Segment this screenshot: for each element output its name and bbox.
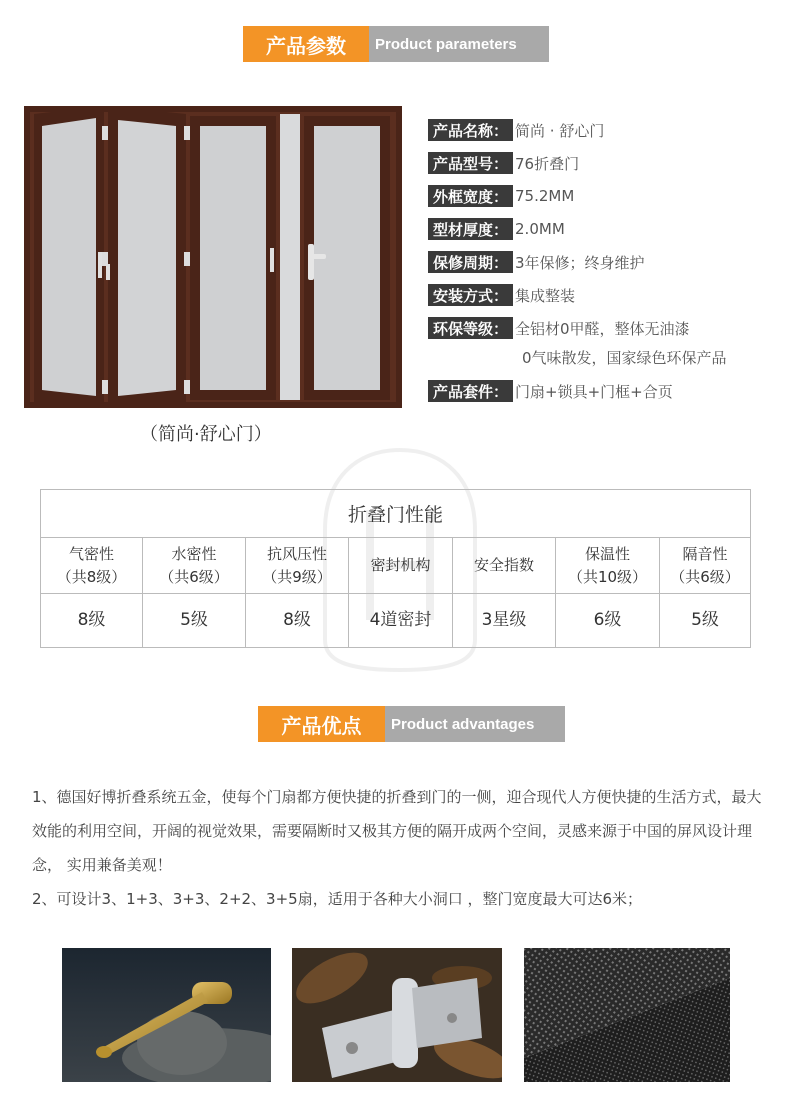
param-row xyxy=(428,151,579,175)
header-line2: （共10级） xyxy=(567,567,648,586)
performance-table-title: 折叠门性能 xyxy=(41,490,750,538)
param-label: 安装方式： xyxy=(428,284,513,306)
table-value-cell: 8级 xyxy=(246,594,349,647)
header-line2: （共9级） xyxy=(262,567,332,586)
param-value: 门扇+锁具+门框+合页 xyxy=(515,382,673,401)
banner-en-title: Product advantages xyxy=(385,706,565,742)
param-value: 2.0MM xyxy=(515,220,565,238)
param-label: 环保等级： xyxy=(428,317,513,339)
table-value-cell: 3星级 xyxy=(453,594,556,647)
table-header-cell xyxy=(246,538,349,593)
header-line2: （共6级） xyxy=(670,567,740,586)
param-row xyxy=(428,316,690,340)
header-line2: （共8级） xyxy=(56,567,127,586)
table-value-cell: 5级 xyxy=(691,610,719,630)
table-value-cell: 5级 xyxy=(143,594,246,647)
advantages-text xyxy=(32,780,772,916)
performance-table xyxy=(40,489,751,648)
header-line1: 气密性 xyxy=(68,544,114,563)
param-label: 型材厚度： xyxy=(428,218,513,240)
param-value: 全铝材0甲醛，整体无油漆 xyxy=(515,319,690,338)
header-line1: 保温性 xyxy=(584,544,630,563)
header-line1: 隔音性 xyxy=(682,544,728,563)
banner-cn-title: 产品参数 xyxy=(243,26,369,62)
banner-cn-title: 产品优点 xyxy=(258,706,385,742)
param-row xyxy=(428,283,575,307)
mesh-screen-photo xyxy=(524,948,730,1082)
header-line1: 安全指数 xyxy=(473,556,534,574)
table-header-cell xyxy=(143,538,246,593)
table-header-cell xyxy=(41,538,143,593)
folding-door-image xyxy=(24,104,402,410)
product-advantages-banner xyxy=(258,706,565,742)
banner-en-title: Product parameters xyxy=(369,26,549,62)
table-value-cell: 6级 xyxy=(556,594,660,647)
param-value-continued: 0气味散发，国家绿色环保产品 xyxy=(522,349,727,367)
product-parameters-banner xyxy=(243,26,549,62)
table-header-cell xyxy=(660,538,750,593)
header-line1: 水密性 xyxy=(171,544,217,563)
param-label: 产品名称： xyxy=(428,119,513,141)
door-caption: （简尚·舒心门） xyxy=(140,424,272,445)
param-label: 产品型号： xyxy=(428,152,513,174)
advantage-paragraph: 2、可设计3、1+3、3+3、2+2、3+5扇，适用于各种大小洞口 ，整门宽度最大可达6米； xyxy=(32,890,643,908)
hinge-photo xyxy=(292,948,502,1082)
param-value: 简尚 · 舒心门 xyxy=(515,121,605,140)
performance-table-value-row xyxy=(41,594,750,647)
param-row xyxy=(428,250,645,274)
handle-photo xyxy=(62,948,271,1082)
table-header-cell xyxy=(349,538,453,593)
param-label: 保修周期： xyxy=(428,251,513,273)
param-value: 集成整装 xyxy=(515,286,576,305)
param-label: 外框宽度： xyxy=(428,185,513,207)
param-row xyxy=(428,184,574,208)
advantage-paragraph: 1、德国好博折叠系统五金，使每个门扇都方便快捷的折叠到门的一侧，迎合现代人方便快捷的生活方式，最大效能的利用空间，开阔的视觉效果，需要隔断时又极其方便的隔开成两个空间，灵感来源于中国的屏风设计理念， 实用兼备美观！ xyxy=(32,788,762,874)
param-row xyxy=(428,379,673,403)
performance-table-header-row xyxy=(41,538,750,594)
param-value: 3年保修；终身维护 xyxy=(515,253,645,272)
header-line2: （共6级） xyxy=(159,567,229,586)
header-line1: 密封机构 xyxy=(370,556,431,574)
param-label: 产品套件： xyxy=(428,380,513,402)
param-value: 75.2MM xyxy=(515,187,575,205)
table-header-cell xyxy=(453,538,556,593)
table-header-cell xyxy=(556,538,660,593)
header-line1: 抗风压性 xyxy=(266,544,327,563)
param-value: 76折叠门 xyxy=(515,154,580,173)
param-row xyxy=(428,118,604,142)
table-value-cell: 4道密封 xyxy=(349,594,453,647)
table-value-cell: 8级 xyxy=(41,594,143,647)
param-row xyxy=(428,217,565,241)
